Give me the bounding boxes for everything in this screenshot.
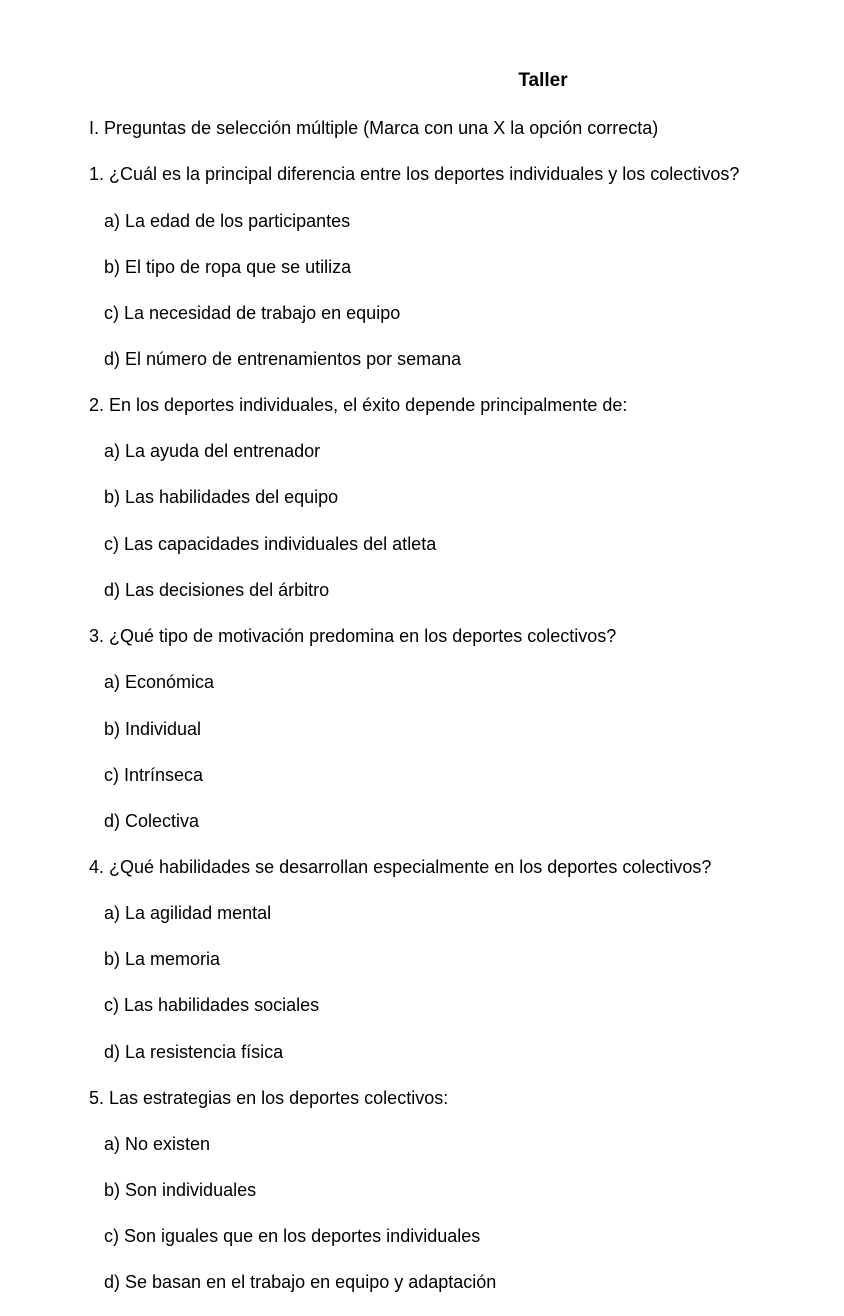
section-heading: I. Preguntas de selección múltiple (Marca con una X la opción correcta) [89,118,659,138]
question-1-option-c[interactable]: c) La necesidad de trabajo en equipo [104,303,401,323]
question-4-option-b[interactable]: b) La memoria [104,949,221,969]
question-2-option-d[interactable]: d) Las decisiones del árbitro [104,580,330,600]
question-2-option-b[interactable]: b) Las habilidades del equipo [104,487,339,507]
question-1: 1. ¿Cuál es la principal diferencia entre los deportes individuales y los colectivos? [89,164,740,184]
question-4-option-c[interactable]: c) Las habilidades sociales [104,995,320,1015]
question-3-option-b[interactable]: b) Individual [104,719,202,739]
question-3-option-d[interactable]: d) Colectiva [104,811,200,831]
question-5-option-a[interactable]: a) No existen [104,1134,211,1154]
question-2-option-c[interactable]: c) Las capacidades individuales del atleta [104,534,437,554]
page-title: Taller [518,70,568,91]
question-4-option-a[interactable]: a) La agilidad mental [104,903,272,923]
question-3-option-c[interactable]: c) Intrínseca [104,765,204,785]
question-3-option-a[interactable]: a) Económica [104,672,215,692]
question-4-option-d[interactable]: d) La resistencia física [104,1042,284,1062]
question-5: 5. Las estrategias en los deportes colectivos: [89,1088,449,1108]
question-3: 3. ¿Qué tipo de motivación predomina en los deportes colectivos? [89,626,617,646]
question-1-option-b[interactable]: b) El tipo de ropa que se utiliza [104,257,352,277]
question-5-option-c[interactable]: c) Son iguales que en los deportes individuales [104,1226,481,1246]
question-5-option-b[interactable]: b) Son individuales [104,1180,257,1200]
question-2: 2. En los deportes individuales, el éxito depende principalmente de: [89,395,628,415]
question-4: 4. ¿Qué habilidades se desarrollan especialmente en los deportes colectivos? [89,857,712,877]
question-5-option-d[interactable]: d) Se basan en el trabajo en equipo y adaptación [104,1272,497,1292]
question-1-option-a[interactable]: a) La edad de los participantes [104,211,351,231]
question-2-option-a[interactable]: a) La ayuda del entrenador [104,441,321,461]
question-1-option-d[interactable]: d) El número de entrenamientos por semana [104,349,462,369]
